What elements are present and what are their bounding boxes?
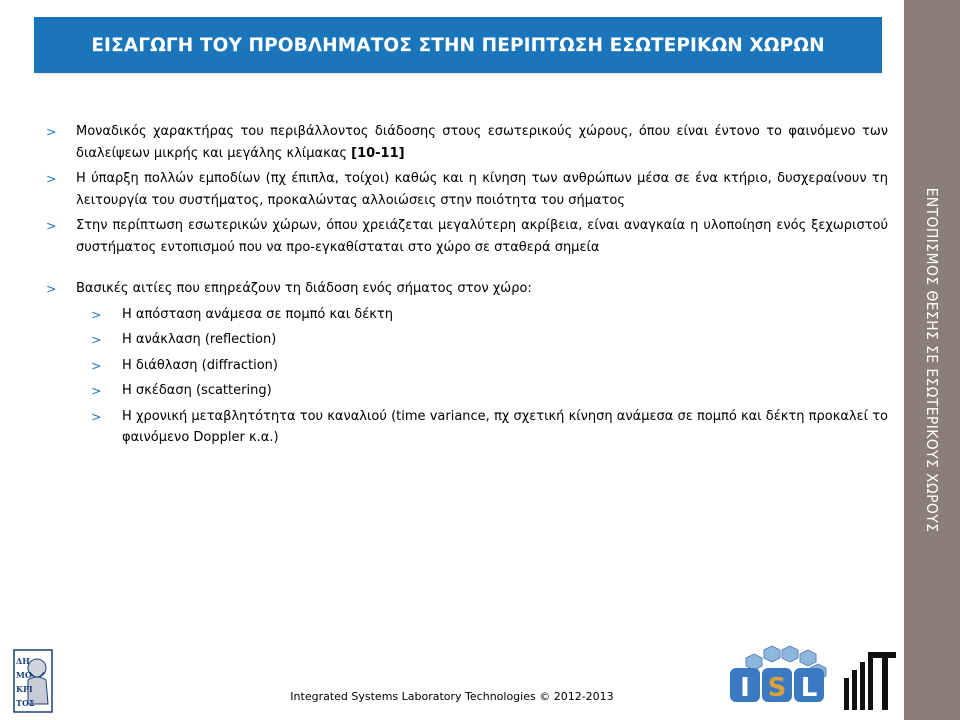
bullet-text: Μοναδικός χαρακτήρας του περιβάλλοντος διάδοσης στους εσωτερικούς χώρους, όπου είναι έντονο το φαινόμενο των διαλείψεων μικρής και μεγάλης κλίμακας — [76, 124, 888, 161]
bullet-text: Βασικές αιτίες που επηρεάζουν τη διάδοση ενός σήματος στον χώρο: — [76, 281, 532, 296]
bullet-item — [46, 215, 888, 258]
bullet-marker: > — [91, 357, 102, 373]
svg-text:L: L — [800, 673, 818, 703]
sub-bullet-item — [46, 329, 888, 351]
bullet-marker: > — [46, 281, 57, 296]
bullet-marker: > — [46, 171, 57, 186]
bullet-marker: > — [91, 332, 102, 347]
bullet-item — [46, 278, 888, 300]
sub-bullet-item — [46, 355, 888, 377]
sub-bullet-item — [46, 304, 888, 326]
svg-text:ΔΗ: ΔΗ — [16, 656, 30, 666]
bullet-marker: > — [46, 218, 57, 233]
bullet-text: Στην περίπτωση εσωτερικών χώρων, όπου χρειάζεται μεγαλύτερη ακρίβεια, είναι αναγκαία η υλοποίηση ενός ξεχωριστού συστήματος εντοπισμού που να προ-εγκαθίσταται στο χώρο σε σταθερά σημεία — [76, 218, 888, 255]
title-bar — [34, 17, 882, 73]
svg-text:ΜΟ: ΜΟ — [16, 670, 32, 680]
side-banner-title: ΕΝΤΟΠΙΣΜΟΣ ΘΕΣΗΣ ΣΕ ΕΣΩΤΕΡΙΚΟΥΣ ΧΩΡΟΥΣ — [923, 187, 941, 533]
sub-bullet-text: (time variance, πχ σχετική κίνηση ανάμεσα σε πομπό και δέκτη προκαλεί το φαινόμενο Doppler κ.α.) — [122, 408, 889, 445]
sub-bullet-text: Η σκέδαση (scattering) — [122, 383, 272, 398]
svg-text:I: I — [740, 673, 750, 703]
svg-text:ΤΟΣ: ΤΟΣ — [16, 698, 35, 708]
svg-text:ΚΡΙ: ΚΡΙ — [16, 684, 33, 694]
bullet-text: Η ύπαρξη πολλών εμποδίων (πχ έπιπλα, τοίχοι) καθώς και η κίνηση των ανθρώπων μέσα σε ένα κτήριο, δυσχεραίνουν τη λειτουργία του συστήματος, προκαλώντας αλλοιώσεις στην ποιότητα του σήματος — [76, 171, 888, 208]
sub-bullet-text: Η απόσταση ανάμεσα σε πομπό και δέκτη — [122, 306, 393, 322]
sub-bullet-bold-text: Η χρονική μεταβλητότητα του καναλιού — [122, 408, 387, 424]
sub-bullet-item — [46, 406, 888, 449]
bullet-marker: > — [46, 124, 57, 139]
bullet-marker: > — [91, 408, 102, 424]
sub-bullet-text: Η διάθλαση (diffraction) — [122, 357, 278, 373]
bullet-reference: [10-11] — [351, 145, 405, 161]
democritus-logo — [12, 646, 54, 714]
bullet-item — [46, 121, 888, 164]
bullet-marker: > — [91, 383, 102, 398]
footer-copyright: Integrated Systems Laboratory Technologies © 2012-2013 — [290, 690, 614, 703]
svg-text:S: S — [767, 673, 787, 703]
sub-bullet-text: Η ανάκλαση (reflection) — [122, 332, 277, 347]
bullet-marker: > — [91, 306, 102, 322]
bullet-item — [46, 168, 888, 211]
sub-bullet-item — [46, 380, 888, 402]
slide-title: ΕΙΣΑΓΩΓΗ ΤΟΥ ΠΡΟΒΛΗΜΑΤΟΣ ΣΤΗΝ ΠΕΡΙΠΤΩΣΗ ΕΣΩΤΕΡΙΚΩΝ ΧΩΡΩΝ — [91, 34, 825, 56]
slide-content — [46, 121, 888, 449]
